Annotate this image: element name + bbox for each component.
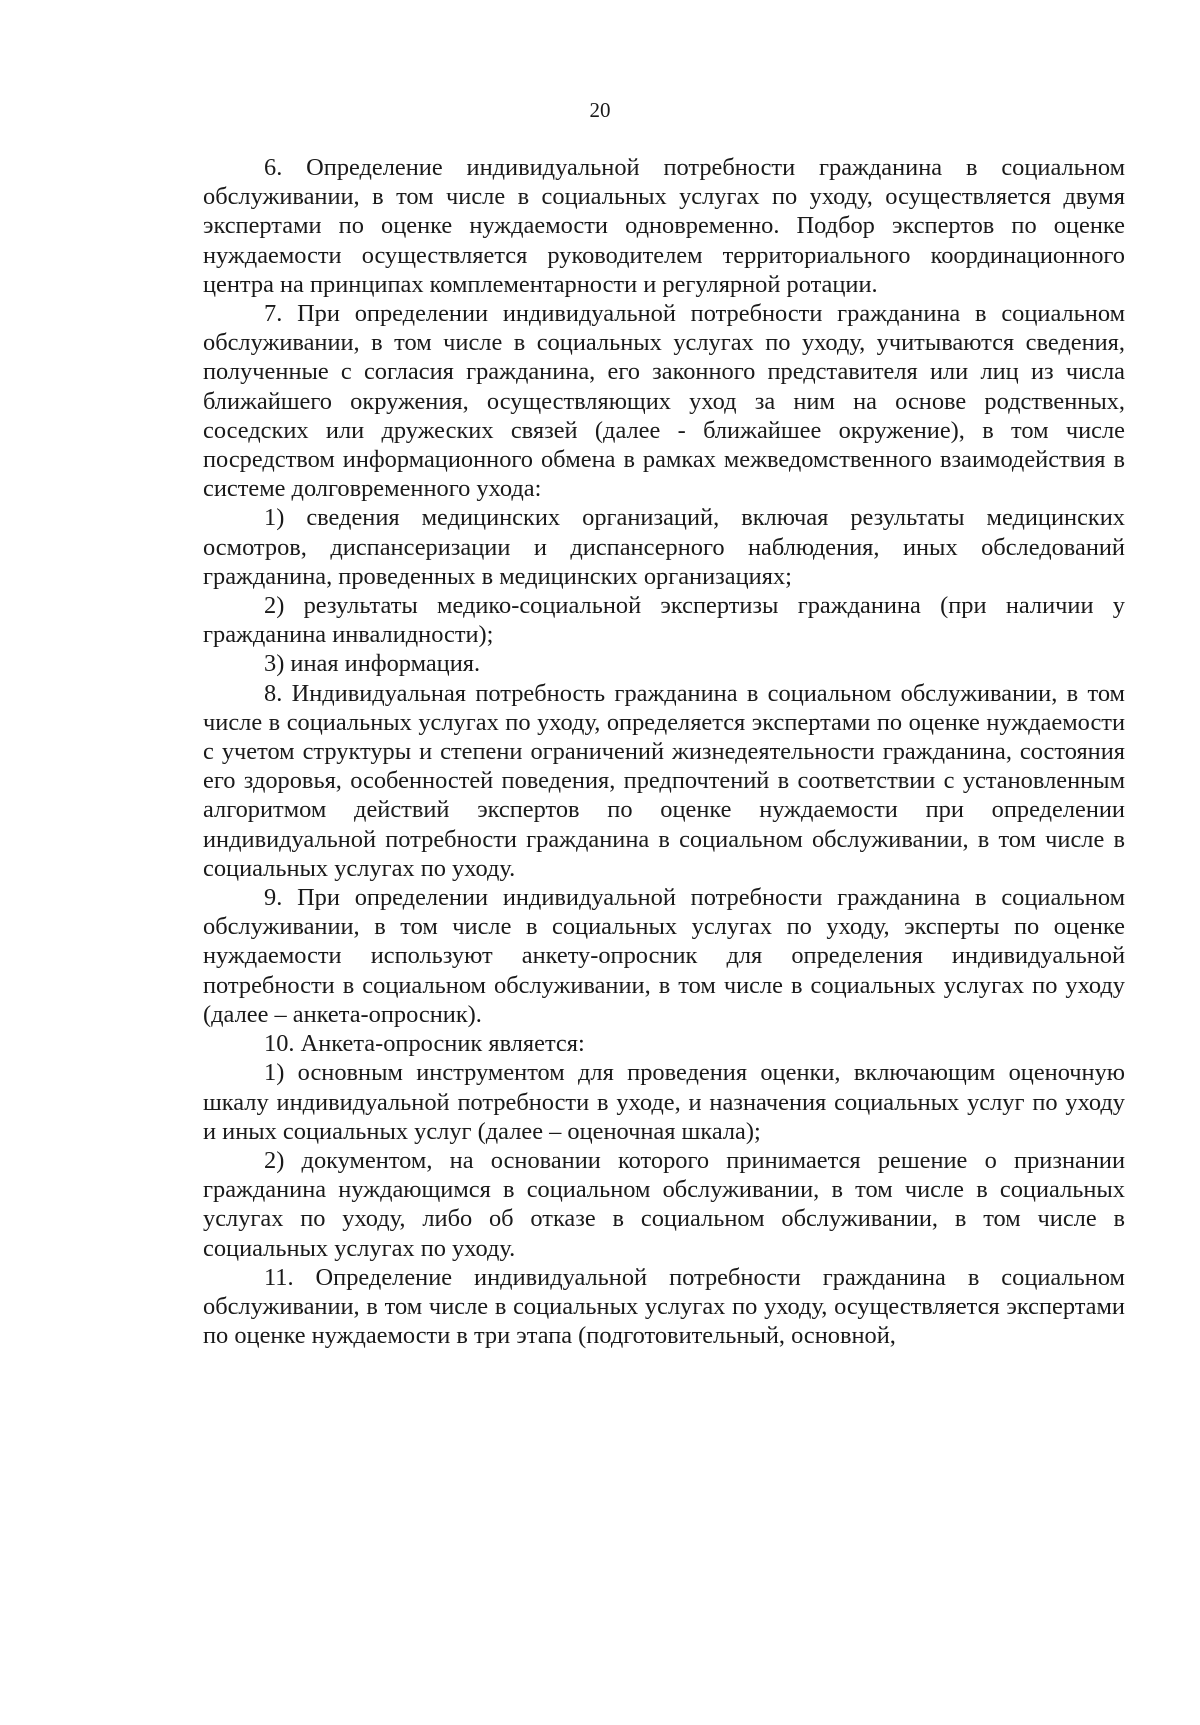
list-item-7-2: 2) результаты медико-социальной экспертизы гражданина (при наличии у гражданина инвалидности); xyxy=(203,592,1125,649)
page-number: 20 xyxy=(589,98,611,122)
list-item-10-2: 2) документом, на основании которого принимается решение о признании гражданина нуждающимся в социальном обслуживании, в том числе в социальных услугах по уходу, либо об отказе в социальном обслуживании, в том числе в социальных услугах по уходу. xyxy=(203,1146,1125,1262)
list-item-7-3: 3) иная информация. xyxy=(264,650,481,678)
paragraph-6: 6. Определение индивидуальной потребности гражданина в социальном обслуживании, в том числе в социальных услугах по уходу, осуществляется двумя экспертами по оценке нуждаемости одновременно. Подбор экспертов по оценке нуждаемости осуществляется руководителем территориального координационного центра на принципах комплементарности и регулярной ротации. xyxy=(203,154,1125,298)
list-item-7-1: 1) сведения медицинских организаций, включая результаты медицинских осмотров, диспансеризации и диспансерного наблюдения, иных обследований гражданина, проведенных в медицинских организациях; xyxy=(203,504,1125,590)
paragraph-10: 10. Анкета-опросник является: xyxy=(264,1030,585,1058)
paragraph-11: 11. Определение индивидуальной потребности гражданина в социальном обслуживании, в том числе в социальных услугах по уходу, осуществляется экспертами по оценке нуждаемости в три этапа (подготовительный, основной, xyxy=(203,1263,1125,1350)
paragraph-8: 8. Индивидуальная потребность гражданина в социальном обслуживании, в том числе в социальных услугах по уходу, определяется экспертами по оценке нуждаемости с учетом структуры и степени ограничений жизнедеятельности гражданина, состояния его здоровья, особенностей поведения, предпочтений в соответствии с установленным алгоритмом действий экспертов по оценке нуждаемости при определении индивидуальной потребности гражданина в социальном обслуживании, в том числе в социальных услугах по уходу. xyxy=(203,679,1125,882)
list-item-10-1: 1) основным инструментом для проведения оценки, включающим оценочную шкалу индивидуальной потребности в уходе, и назначения социальных услуг по уходу и иных социальных услуг (далее – оценочная шкала); xyxy=(203,1059,1125,1145)
paragraph-9: 9. При определении индивидуальной потребности гражданина в социальном обслуживании, в том числе в социальных услугах по уходу, эксперты по оценке нуждаемости используют анкету-опросник для определения индивидуальной потребности в социальном обслуживании, в том числе в социальных услугах по уходу (далее – анкета-опросник). xyxy=(203,884,1125,1028)
document-body xyxy=(203,153,1125,1350)
paragraph-7: 7. При определении индивидуальной потребности гражданина в социальном обслуживании, в том числе в социальных услугах по уходу, учитываются сведения, полученные с согласия гражданина, его законного представителя или лиц из числа ближайшего окружения, осуществляющих уход за ним на основе родственных, соседских или дружеских связей (далее - ближайшее окружение), в том числе посредством информационного обмена в рамках межведомственного взаимодействия в системе долговременного ухода: xyxy=(203,300,1125,503)
